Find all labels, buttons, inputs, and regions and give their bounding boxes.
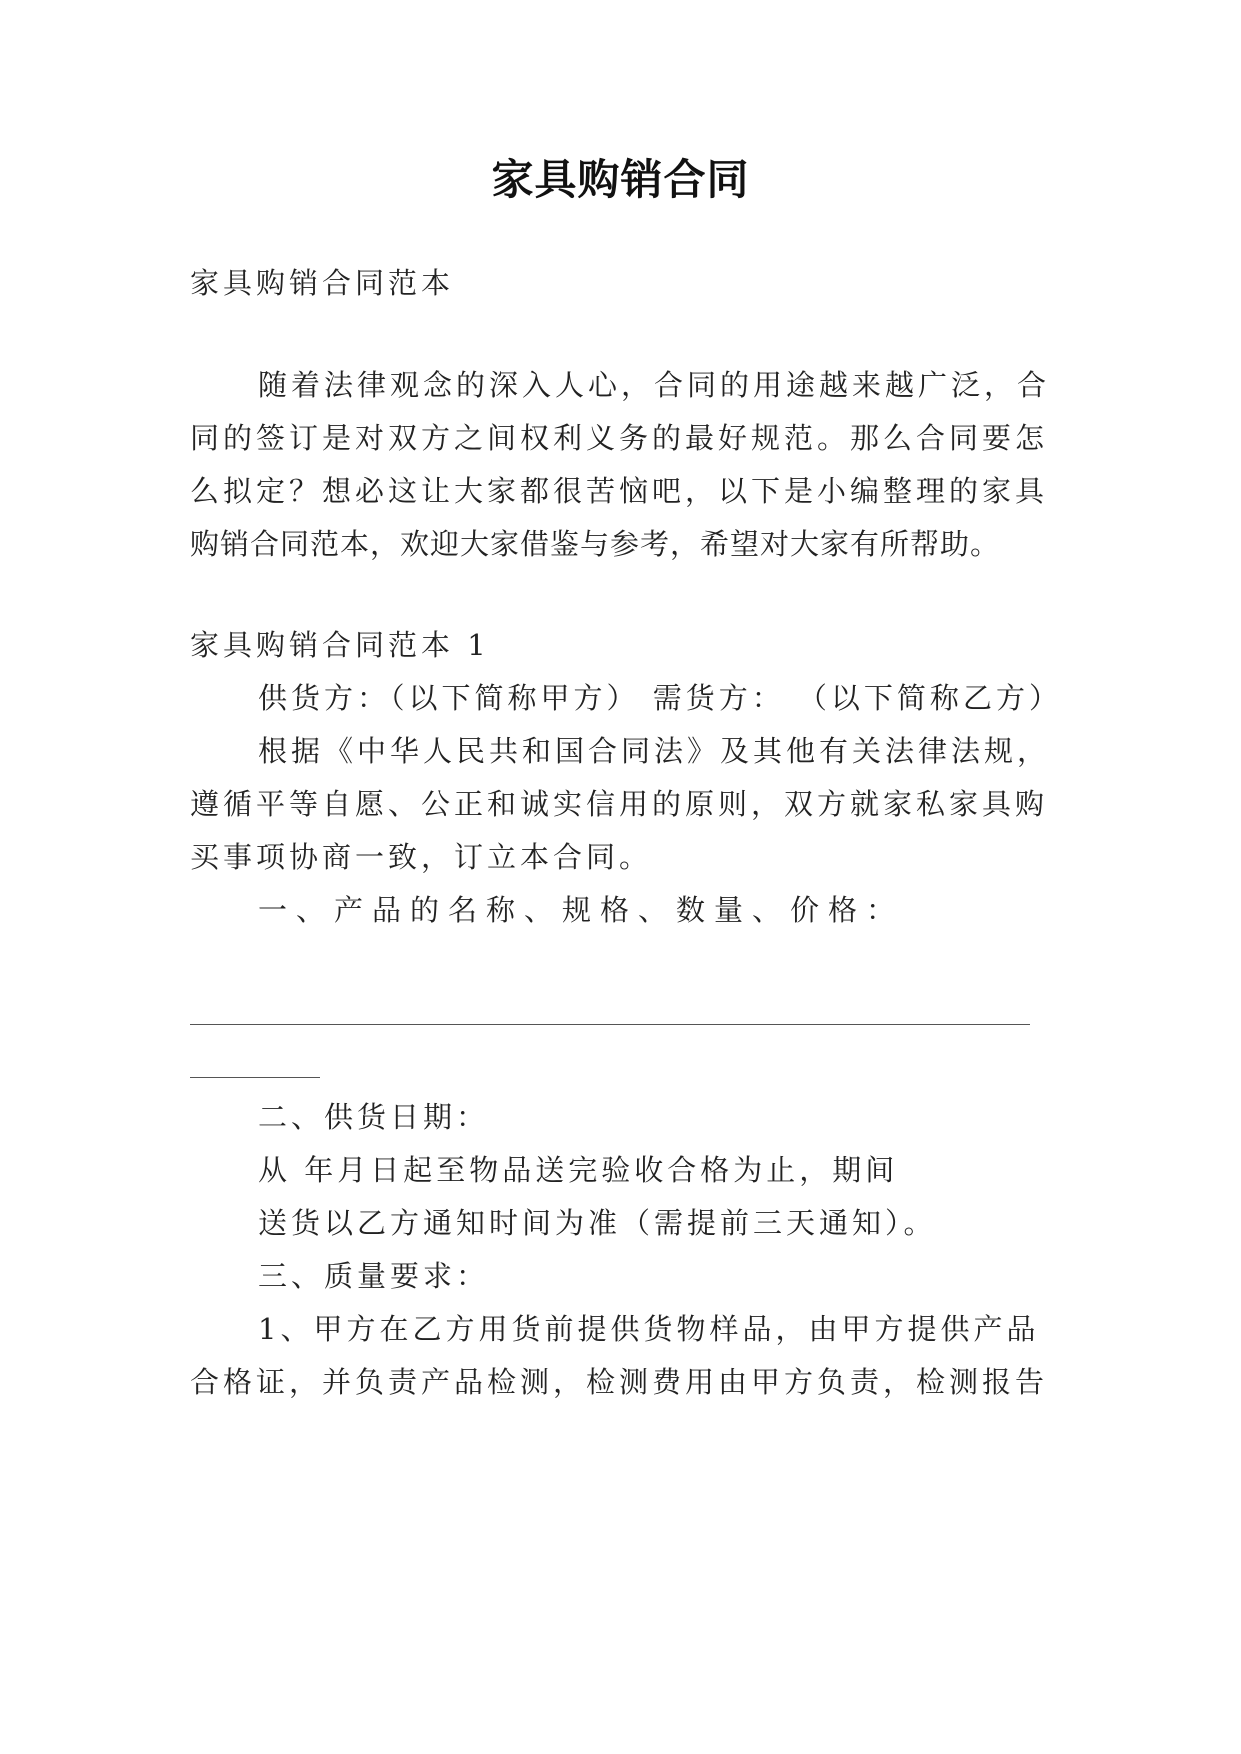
document-title: 家具购销合同 [491,155,750,204]
clause-1-heading: 一、产品的名称、规格、数量、价格： [258,893,905,927]
intro-line-1: 随着法律观念的深入人心，合同的用途越来越广泛，合 [258,368,1051,402]
clause-2-heading: 二、供货日期： [258,1100,490,1134]
basis-line-2: 遵循平等自愿、公正和诚实信用的原则，双方就家私家具购 [190,787,1049,821]
clause-3-item-1-line-1: 1、甲方在乙方用货前提供货物样品，由甲方提供产品 [258,1312,1040,1346]
clause-2-line-1: 从 年月日起至物品送完验收合格为止，期间 [258,1153,899,1187]
parties-line: 供货方：（以下简称甲方） 需货方： （以下简称乙方） [258,681,1062,715]
intro-line-3: 么拟定？想必这让大家都很苦恼吧，以下是小编整理的家具 [190,474,1049,508]
blank-fill-line-long [190,1024,1030,1025]
intro-line-2: 同的签订是对双方之间权利义务的最好规范。那么合同要怎 [190,421,1049,455]
document-subtitle: 家具购销合同范本 [190,266,455,300]
basis-line-3: 买事项协商一致，订立本合同。 [190,840,653,874]
clause-3-heading: 三、质量要求： [258,1259,490,1293]
section-heading: 家具购销合同范本 1 [190,628,490,662]
basis-line-1: 根据《中华人民共和国合同法》及其他有关法律法规， [258,734,1051,768]
clause-2-line-2: 送货以乙方通知时间为准（需提前三天通知）。 [258,1206,937,1240]
clause-3-item-1-line-2: 合格证，并负责产品检测，检测费用由甲方负责，检测报告 [190,1365,1049,1399]
blank-fill-line-short [190,1077,320,1078]
intro-line-4: 购销合同范本，欢迎大家借鉴与参考，希望对大家有所帮助。 [190,527,1001,561]
